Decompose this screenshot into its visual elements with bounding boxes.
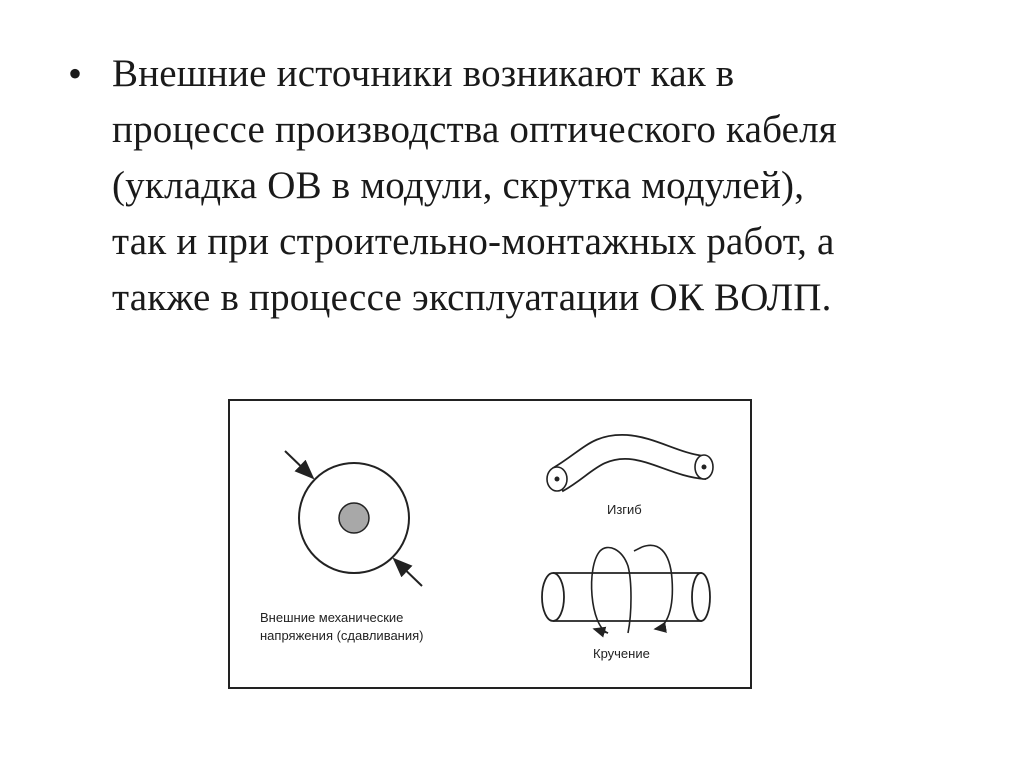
compression-label-line2: напряжения (сдавливания) bbox=[260, 628, 424, 643]
bullet-paragraph bbox=[112, 46, 968, 326]
bent-tube-icon bbox=[553, 435, 705, 491]
fiber-stress-figure bbox=[228, 399, 752, 689]
fiber-core-circle bbox=[339, 503, 369, 533]
paragraph-line: так и при строительно-монтажных работ, а bbox=[112, 220, 835, 263]
bend-illustration bbox=[547, 435, 713, 517]
fiber-stress-diagram bbox=[230, 401, 750, 687]
tube-end-left bbox=[542, 573, 564, 621]
twist-label: Кручение bbox=[593, 646, 650, 661]
paragraph-line: также в процессе эксплуатации ОК ВОЛП. bbox=[112, 276, 832, 319]
paragraph-line: Внешние источники возникают как в bbox=[112, 52, 735, 95]
twist-illustration bbox=[542, 545, 710, 661]
straight-tube-icon bbox=[553, 573, 701, 621]
bullet-item bbox=[68, 46, 968, 326]
paragraph-line: процессе производства оптического кабеля bbox=[112, 108, 837, 151]
pressure-arrow-icon bbox=[285, 451, 313, 478]
pressure-arrow-icon bbox=[394, 559, 422, 586]
compression-illustration bbox=[260, 451, 424, 643]
compression-label-line1: Внешние механические bbox=[260, 610, 404, 625]
tube-end-right bbox=[692, 573, 710, 621]
bullet-dot-icon: • bbox=[68, 51, 83, 96]
paragraph-line: (укладка ОВ в модули, скрутка модулей), bbox=[112, 164, 805, 207]
bend-label: Изгиб bbox=[607, 502, 642, 517]
